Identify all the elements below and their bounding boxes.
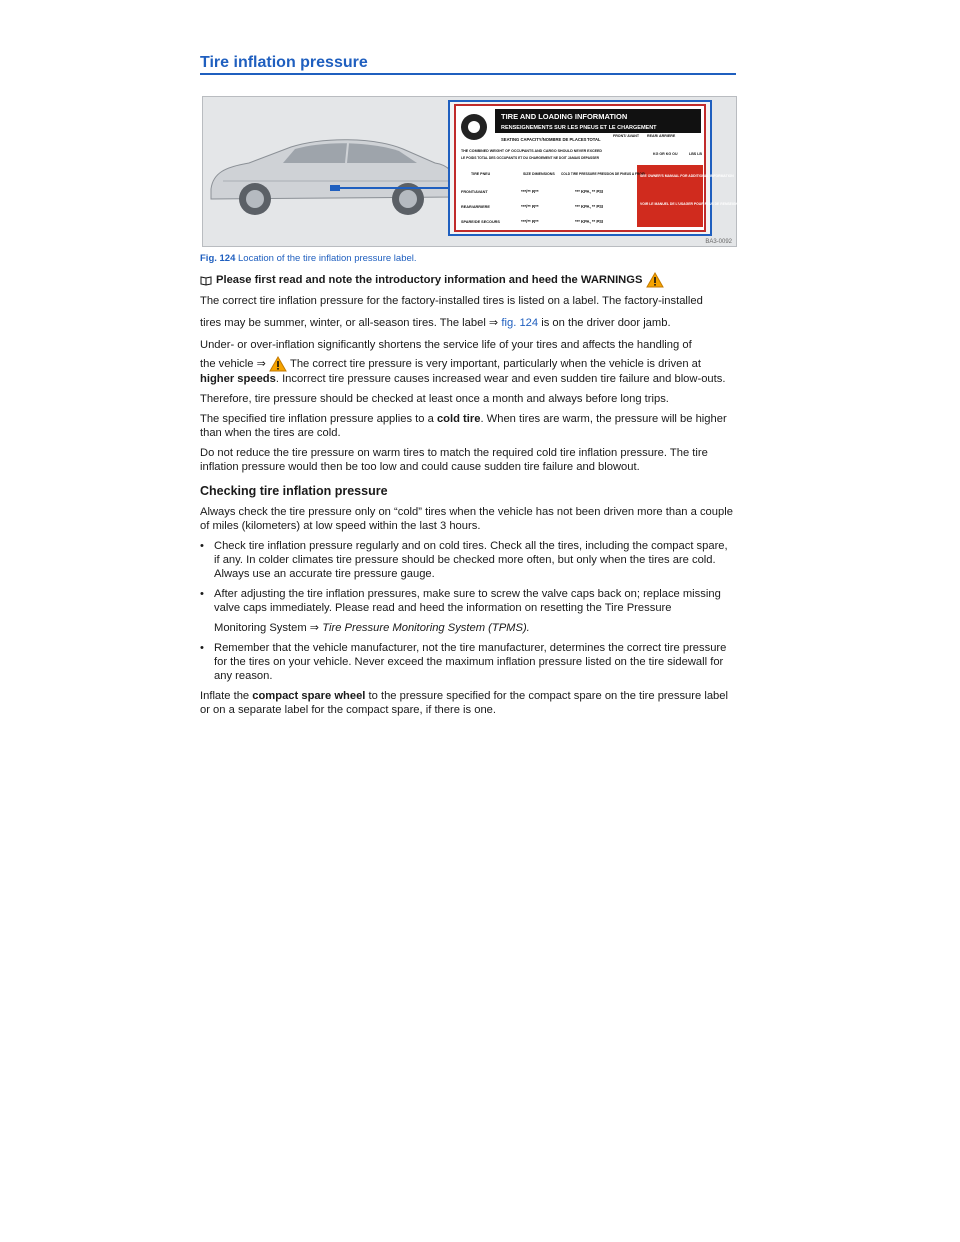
label-kpa-1: *** KPA, ** PSI bbox=[575, 204, 604, 209]
arrow-icon: ⇒ bbox=[256, 357, 266, 370]
paragraph-7 bbox=[200, 689, 736, 717]
p2-text-cont: The correct tire pressure is very important, particularly when the vehicle is driven at bbox=[290, 357, 701, 370]
arrow-icon: ⇒ bbox=[309, 622, 320, 634]
figure-id: BA3-0092 bbox=[705, 239, 732, 245]
p7-text: Inflate the bbox=[200, 690, 250, 702]
tpms-reference-link[interactable]: Tire Pressure Monitoring System (TPMS). bbox=[322, 622, 530, 634]
p7-text-end: to the pressure specified for the compact spare on the tire pressure label or on a separate label for the compact spare, if there is one. bbox=[200, 690, 728, 716]
label-kpa-0: *** KPA, ** PSI bbox=[575, 189, 604, 194]
arrow-icon: ⇒ bbox=[488, 317, 499, 329]
paragraph-5: Do not reduce the tire pressure on warm tires to match the required cold tire inflation pressure. The tire inflation pressure would then be too low and could cause sudden tire failure and blowout. bbox=[200, 447, 708, 473]
warning-icon bbox=[646, 272, 664, 288]
label-header1: TIRE AND LOADING INFORMATION bbox=[501, 112, 628, 121]
caption-text: Location of the tire inflation pressure label. bbox=[238, 253, 417, 264]
p4-text-end: . When tires are warm, the pressure will be higher than when the tires are cold. bbox=[200, 413, 727, 439]
label-row-0: FRONT/AVANT bbox=[461, 190, 488, 194]
label-size-0: ***/** R** bbox=[521, 189, 539, 194]
label-weight2: LE POIDS TOTAL DES OCCUPANTS ET DU CHARGEMENT NE DOIT JAMAIS DEPASSER bbox=[461, 156, 599, 160]
label-kg: KG OR KG OU bbox=[653, 152, 678, 156]
figure-caption bbox=[200, 253, 417, 264]
label-total: TOTAL bbox=[587, 137, 601, 142]
p2-bold: higher speeds bbox=[200, 373, 276, 385]
p2-text-end: . Incorrect tire pressure causes increased wear and even sudden tire failure and blow-outs. bbox=[275, 373, 726, 385]
p1-line2-end: is on the driver door jamb. bbox=[541, 317, 671, 329]
p2-line1: Under- or over-inflation significantly shortens the service life of your tires and affects the handling of bbox=[200, 339, 692, 351]
bullet-icon: • bbox=[200, 540, 204, 552]
label-see1: SEE OWNER'S MANUAL FOR ADDITIONAL INFORMATION bbox=[640, 174, 734, 178]
paragraph-3: Therefore, tire pressure should be checked at least once a month and always before long trips. bbox=[200, 393, 669, 405]
label-size-2: ***/** R** bbox=[521, 219, 539, 224]
warning-heading-text: Please first read and note the introductory information and heed the WARNINGS bbox=[216, 274, 643, 286]
paragraph-4 bbox=[200, 412, 736, 440]
list-item bbox=[200, 539, 736, 581]
page-title: Tire inflation pressure bbox=[200, 54, 368, 71]
subheading: Checking tire inflation pressure bbox=[200, 484, 388, 498]
bullet-2-text bbox=[214, 587, 736, 635]
p2-text: the vehicle bbox=[200, 357, 254, 370]
label-size-1: ***/** R** bbox=[521, 204, 539, 209]
label-kpa-2: *** KPA, ** PSI bbox=[575, 219, 604, 224]
caption-number: Fig. 124 bbox=[200, 253, 236, 264]
figure-illustration bbox=[203, 97, 753, 246]
title-rule bbox=[200, 73, 736, 75]
label-front: FRONT/ AVANT bbox=[613, 134, 640, 138]
p7-bold: compact spare wheel bbox=[252, 690, 366, 702]
bullet-2-tail bbox=[214, 621, 736, 635]
bullet-icon: • bbox=[200, 588, 204, 600]
bullet-1-text: Check tire inflation pressure regularly and on cold tires. Check all the tires, including the compact spare, if any. In colder climates tire pressure should be checked more often, but only when the tires are cold. Always use an accurate tire pressure gauge. bbox=[214, 540, 728, 580]
bullet-2-text-end: Monitoring System bbox=[214, 622, 307, 634]
label-col-tire: TIRE PNEU bbox=[471, 172, 491, 176]
p1-line2: tires may be summer, winter, or all-season tires. The label bbox=[200, 317, 486, 329]
label-header2: RENSEIGNEMENTS SUR LES PNEUS ET LE CHARGEMENT bbox=[501, 125, 657, 131]
label-lbs: LBS LB bbox=[689, 152, 702, 156]
bullet-3-text: Remember that the vehicle manufacturer, not the tire manufacturer, determines the correct tire pressure for the tires on your vehicle. Never exceed the maximum inflation pressure listed on the tire sidewall for any reason. bbox=[214, 642, 727, 682]
bullet-2-line: After adjusting the tire inflation pressures, make sure to screw the valve caps back on; replace missing valve caps immediately. Please read and heed the information on resetting the Tire Pressure bbox=[214, 588, 721, 614]
list-item bbox=[200, 641, 736, 683]
label-weight1: THE COMBINED WEIGHT OF OCCUPANTS AND CARGO SHOULD NEVER EXCEED bbox=[461, 149, 602, 153]
list-item bbox=[200, 587, 736, 635]
label-col-size: SIZE DIMENSIONS bbox=[523, 172, 555, 176]
paragraph-1 bbox=[200, 290, 736, 334]
tire-label-sticker bbox=[449, 101, 711, 235]
label-row-1: REAR/ARRIERE bbox=[461, 205, 490, 209]
label-row-2: SPARE/DE SECOURS bbox=[461, 220, 500, 224]
bullet-icon: • bbox=[200, 642, 204, 654]
paragraph-6: Always check the tire pressure only on “cold” tires when the vehicle has not been driven more than a couple of miles (kilometers) at low speed within the last 3 hours. bbox=[200, 506, 733, 532]
book-icon bbox=[200, 276, 212, 285]
content-body bbox=[200, 272, 736, 723]
label-seating: SEATING CAPACITY/NOMBRE DE PLACES bbox=[501, 137, 587, 142]
p1-line1: The correct tire inflation pressure for the factory-installed tires is listed on a label. The factory-installed bbox=[200, 295, 703, 307]
paragraph-2 bbox=[200, 334, 736, 386]
p4-text: The specified tire inflation pressure applies to a bbox=[200, 413, 434, 425]
warning-heading bbox=[200, 272, 736, 288]
label-see2: VOIR LE MANUEL DE L'USAGER POUR PLUS DE RENSEIGNEMENTS bbox=[640, 202, 753, 206]
p4-bold: cold tire bbox=[436, 413, 481, 425]
figure-tire-label bbox=[202, 96, 753, 247]
warning-link-icon[interactable] bbox=[269, 356, 287, 372]
car-illustration bbox=[211, 140, 455, 215]
figure-link[interactable]: fig. 124 bbox=[501, 317, 539, 329]
label-rear: REAR/ ARRIERE bbox=[647, 134, 676, 138]
label-col-pressure: COLD TIRE PRESSURE PRESSION DE PNEUS A FROID bbox=[561, 172, 645, 176]
